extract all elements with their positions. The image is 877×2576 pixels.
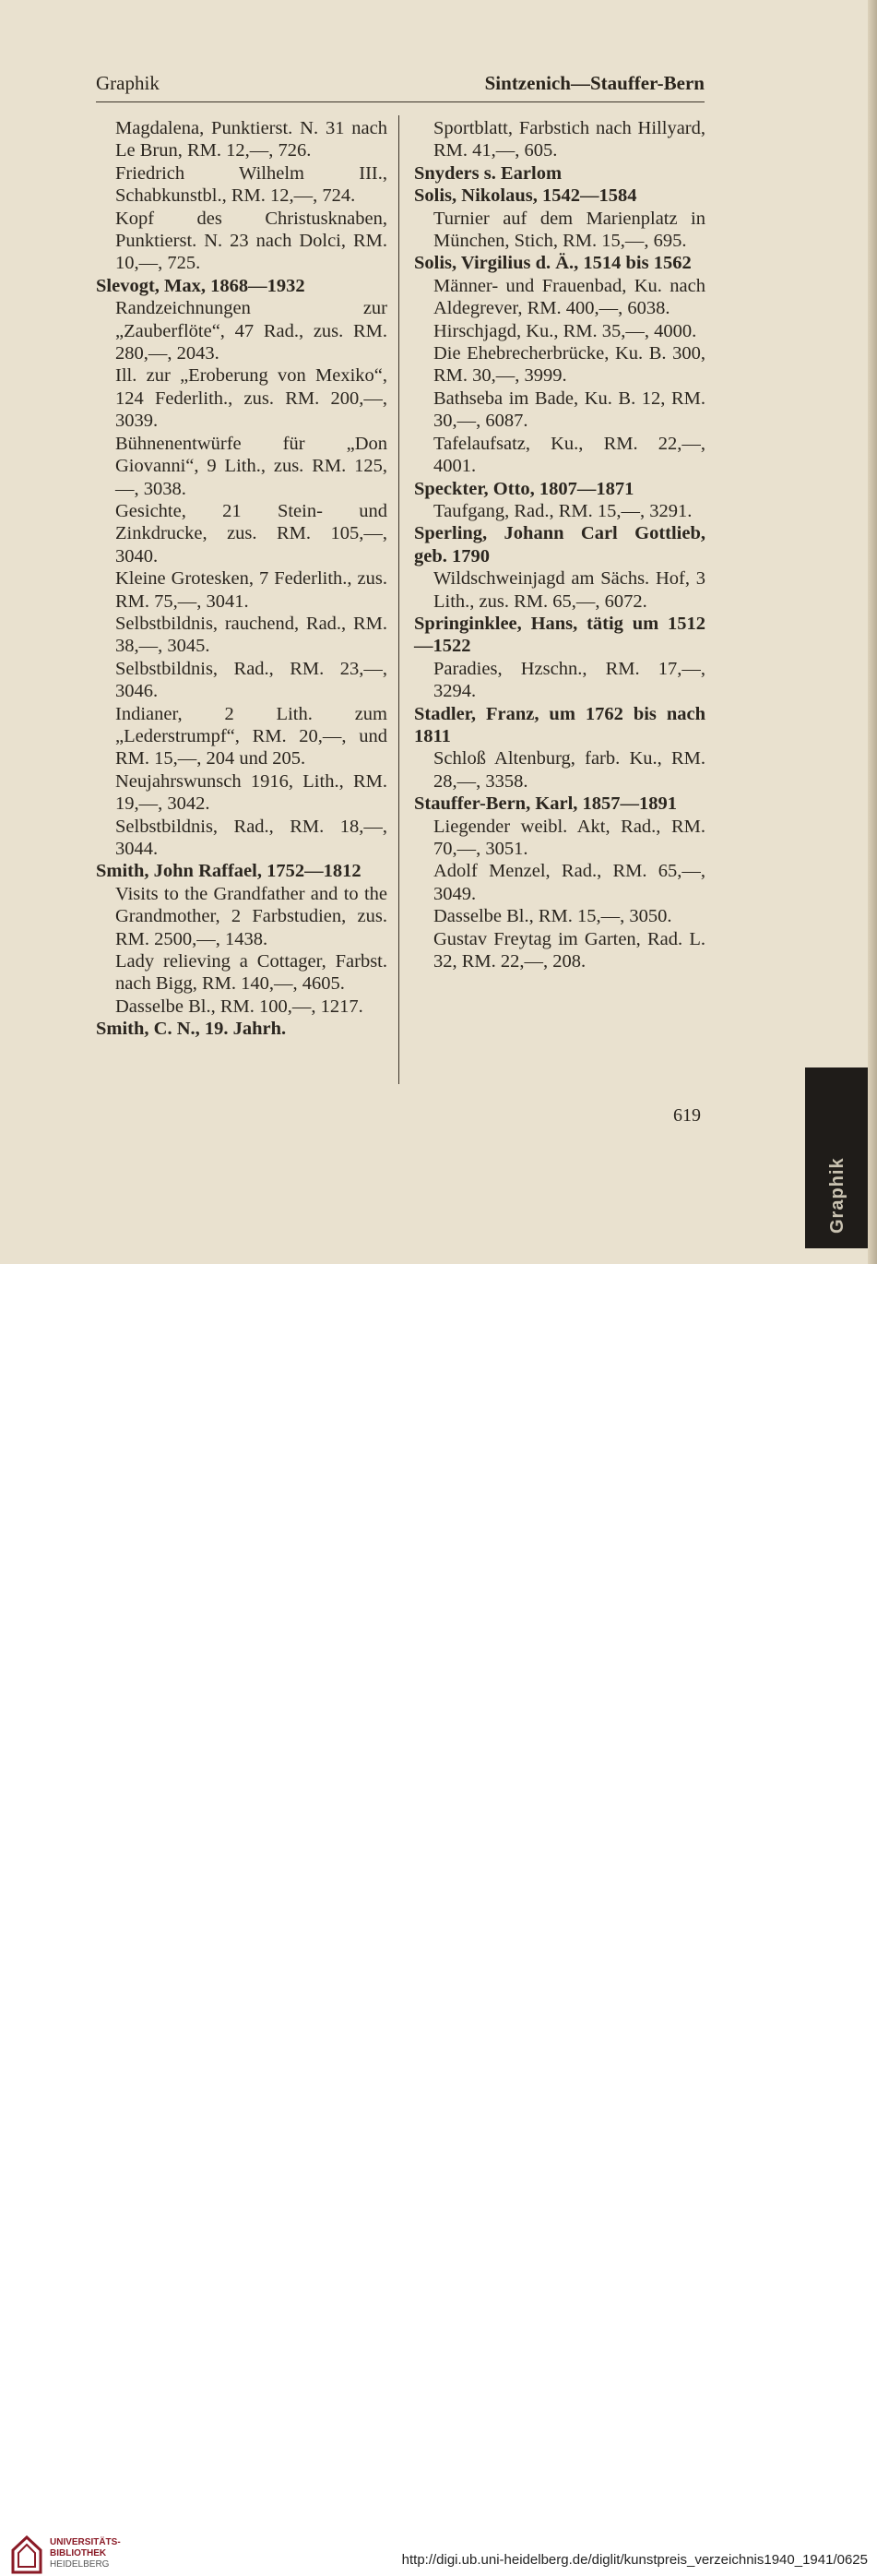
catalog-entry: Kopf des Christusknaben, Punktierst. N. 23 nach Dolci, RM. 10,—, 725.: [115, 208, 387, 274]
artist-heading: Stadler, Franz, um 1762 bis nach 1811: [414, 703, 705, 746]
column-divider: [398, 115, 399, 1084]
scanned-page: [0, 0, 877, 1264]
catalog-entry: Männer- und Frauenbad, Ku. nach Aldegrever, RM. 400,—, 6038.: [433, 275, 705, 319]
library-name-line-3: HEIDELBERG: [50, 2559, 110, 2570]
artist-heading: Smith, C. N., 19. Jahrh.: [96, 1019, 287, 1040]
catalog-entry: Kleine Grotesken, 7 Federlith., zus. RM. 75,—, 3041.: [115, 568, 387, 612]
catalog-entry: Neujahrswunsch 1916, Lith., RM. 19,—, 3042.: [115, 770, 387, 815]
footer: [0, 1264, 877, 2570]
catalog-entry: Selbstbildnis, Rad., RM. 23,—, 3046.: [115, 658, 387, 702]
catalog-entry: Dasselbe Bl., RM. 100,—, 1217.: [115, 996, 363, 1017]
library-logo-icon: [11, 2535, 42, 2576]
catalog-entry: Adolf Menzel, Rad., RM. 65,—, 3049.: [433, 861, 705, 904]
catalog-entry: Dasselbe Bl., RM. 15,—, 3050.: [433, 906, 672, 927]
catalog-entry: Hirschjagd, Ku., RM. 35,—, 4000.: [433, 320, 697, 341]
library-name-line-1: UNIVERSITÄTS-: [50, 2537, 121, 2547]
catalog-entry: Magdalena, Punktierst. N. 31 nach Le Brun, RM. 12,—, 726.: [115, 118, 387, 161]
artist-heading: Solis, Virgilius d. Ä., 1514 bis 1562: [414, 253, 692, 274]
artist-heading: Speckter, Otto, 1807—1871: [414, 478, 634, 499]
catalog-entry: Die Ehebrecherbrücke, Ku. B. 300, RM. 30,—, 3999.: [433, 343, 705, 387]
thumb-index-tab: [805, 1067, 868, 1248]
left-column: [96, 117, 387, 1041]
catalog-entry: Visits to the Grandfather and to the Grandmother, 2 Farbstudien, zus. RM. 2500,—, 1438.: [115, 883, 387, 949]
page-number: 619: [673, 1105, 701, 1126]
catalog-entry: Taufgang, Rad., RM. 15,—, 3291.: [433, 500, 693, 521]
catalog-entry: Paradies, Hzschn., RM. 17,—, 3294.: [433, 658, 705, 702]
catalog-entry: Randzeichnungen zur „Zauberflöte“, 47 Rad., zus. RM. 280,—, 2043.: [115, 298, 387, 364]
source-url[interactable]: http://digi.ub.uni-heidelberg.de/diglit/kunstpreis_verzeichnis1940_1941/0625: [401, 2552, 868, 2568]
catalog-entry: Indianer, 2 Lith. zum „Lederstrumpf“, RM. 20,—, und RM. 15,—, 204 und 205.: [115, 703, 387, 769]
thumb-index-label: Graphik: [827, 1157, 847, 1234]
catalog-entry: Selbstbildnis, rauchend, Rad., RM. 38,—, 3045.: [115, 613, 387, 657]
artist-heading: Smith, John Raffael, 1752—1812: [96, 861, 361, 882]
catalog-entry: Liegender weibl. Akt, Rad., RM. 70,—, 3051.: [433, 816, 705, 859]
library-name: [50, 2537, 121, 2570]
catalog-entry: Sportblatt, Farbstich nach Hillyard, RM. 41,—, 605.: [433, 118, 705, 161]
page-edge: [868, 0, 877, 1264]
catalog-entry: Friedrich Wilhelm III., Schabkunstbl., RM. 12,—, 724.: [115, 162, 387, 207]
artist-heading: Solis, Nikolaus, 1542—1584: [414, 185, 637, 207]
catalog-entry: Lady relieving a Cottager, Farbst. nach Bigg, RM. 140,—, 4605.: [115, 951, 387, 995]
library-name-line-2: BIBLIOTHEK: [50, 2548, 107, 2558]
artist-heading: Springinklee, Hans, tätig um 1512—1522: [414, 613, 705, 657]
catalog-entry: Bühnenentwürfe für „Don Giovanni“, 9 Lith., zus. RM. 125,—, 3038.: [115, 433, 387, 499]
catalog-entry: Bathseba im Bade, Ku. B. 12, RM. 30,—, 6087.: [433, 388, 705, 432]
catalog-entry: Ill. zur „Eroberung von Mexiko“, 124 Federlith., zus. RM. 200,—, 3039.: [115, 365, 387, 432]
catalog-entry: Schloß Altenburg, farb. Ku., RM. 28,—, 3358.: [433, 748, 705, 792]
catalog-entry: Wildschweinjagd am Sächs. Hof, 3 Lith., zus. RM. 65,—, 6072.: [433, 568, 705, 612]
running-head-right: Sintzenich—Stauffer-Bern: [484, 72, 705, 94]
catalog-entry: Gesichte, 21 Stein- und Zinkdrucke, zus. RM. 105,—, 3040.: [115, 500, 387, 566]
artist-heading: Stauffer-Bern, Karl, 1857—1891: [414, 793, 678, 815]
catalog-entry: Gustav Freytag im Garten, Rad. L. 32, RM. 22,—, 208.: [433, 928, 705, 972]
artist-heading: Snyders s. Earlom: [414, 162, 563, 184]
running-head: [96, 72, 705, 100]
right-column: [414, 117, 705, 972]
artist-heading: Slevogt, Max, 1868—1932: [96, 275, 305, 296]
header-rule: [96, 101, 705, 102]
running-head-left: Graphik: [96, 72, 160, 94]
catalog-entry: Selbstbildnis, Rad., RM. 18,—, 3044.: [115, 816, 387, 859]
catalog-entry: Tafelaufsatz, Ku., RM. 22,—, 4001.: [433, 433, 705, 477]
artist-heading: Sperling, Johann Carl Gottlieb, geb. 1790: [414, 523, 705, 566]
catalog-entry: Turnier auf dem Marienplatz in München, Stich, RM. 15,—, 695.: [433, 208, 705, 252]
